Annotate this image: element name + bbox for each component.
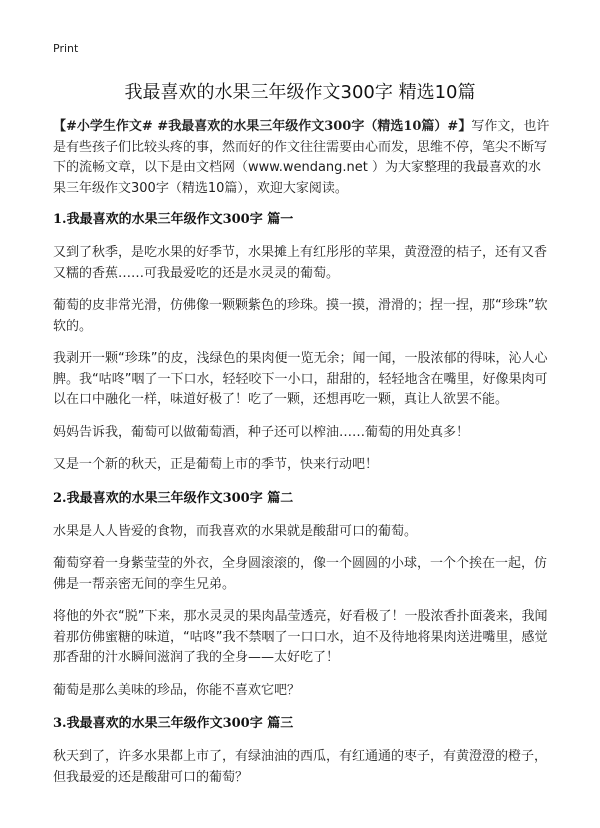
- intro-text: 写作文，也许是有些孩子们比较头疼的事，然而好的作文往往需要由心而发，思维不停，笔尖不断写下的流畅文章，以下是由文档网（www.wendang.net ）为大家整理的我最喜欢的水果三年级作文300字（精选10篇），欢迎大家阅读。: [53, 119, 550, 196]
- section-paragraph: 妈妈告诉我，葡萄可以做葡萄酒，种子还可以榨油……葡萄的用处真多！: [53, 424, 470, 440]
- section-paragraph: 葡萄的皮非常光滑，仿佛像一颗颗紫色的珍珠。摸一摸，滑滑的；捏一捏，那“珍珠”软软的。: [53, 298, 548, 334]
- section-paragraph: 又是一个新的秋天，正是葡萄上市的季节，快来行动吧！: [53, 457, 379, 472]
- print-link[interactable]: Print: [53, 42, 79, 55]
- section-paragraph: 将他的外衣“脱”下来，那水灵灵的果肉晶莹透亮，好看极了！一股浓香扑面袭来，我闻着那仿佛蜜糖的味道，“咕咚”我不禁咽了一口口水，迫不及待地将果肉送进嘴里，感觉那香甜的汁水瞬间滋润了我的全身——太好吃了！: [53, 609, 548, 665]
- intro-tags: 【#小学生作文# #我最喜欢的水果三年级作文300字（精选10篇）#】: [53, 119, 472, 134]
- section-2: [53, 488, 550, 702]
- section-1: [53, 209, 550, 476]
- document-title: 我最喜欢的水果三年级作文300字 精选10篇: [124, 82, 476, 103]
- document-body: [53, 117, 550, 800]
- section-paragraph: 葡萄穿着一身紫莹莹的外衣，全身圆滚滚的，像一个圆圆的小球，一个个挨在一起，仿佛是一帮亲密无间的孪生兄弟。: [53, 556, 548, 592]
- intro-paragraph: [53, 117, 550, 199]
- section-heading: 1.我最喜欢的水果三年级作文300字 篇一: [53, 212, 294, 227]
- section-paragraph: 水果是人人皆爱的食物，而我喜欢的水果就是酸甜可口的葡萄。: [53, 523, 418, 539]
- section-3: [53, 713, 550, 788]
- section-paragraph: 葡萄是那么美味的珍品，你能不喜欢它吧？: [53, 682, 301, 698]
- section-paragraph: 秋天到了，许多水果都上市了，有绿油油的西瓜，有红通通的枣子，有黄澄澄的橙子，但我最爱的还是酸甜可口的葡萄？: [53, 749, 548, 785]
- section-heading: 3.我最喜欢的水果三年级作文300字 篇三: [53, 716, 294, 731]
- section-paragraph: 又到了秋季，是吃水果的好季节，水果摊上有红彤彤的苹果，黄澄澄的桔子，还有又香又糯的香蕉……可我最爱吃的还是水灵灵的葡萄。: [53, 245, 548, 281]
- section-heading: 2.我最喜欢的水果三年级作文300字 篇二: [53, 490, 294, 506]
- section-paragraph: 我剥开一颗“珍珠”的皮，浅绿色的果肉便一览无余；闻一闻，一股浓郁的得味，沁人心脾。我“咕咚”咽了一下口水，轻轻咬下一小口，甜甜的，轻轻地含在嘴里，好像果肉可以在口中融化一样，味道好极了！吃了一颗，还想再吃一颗，真让人欲罢不能。: [53, 351, 548, 407]
